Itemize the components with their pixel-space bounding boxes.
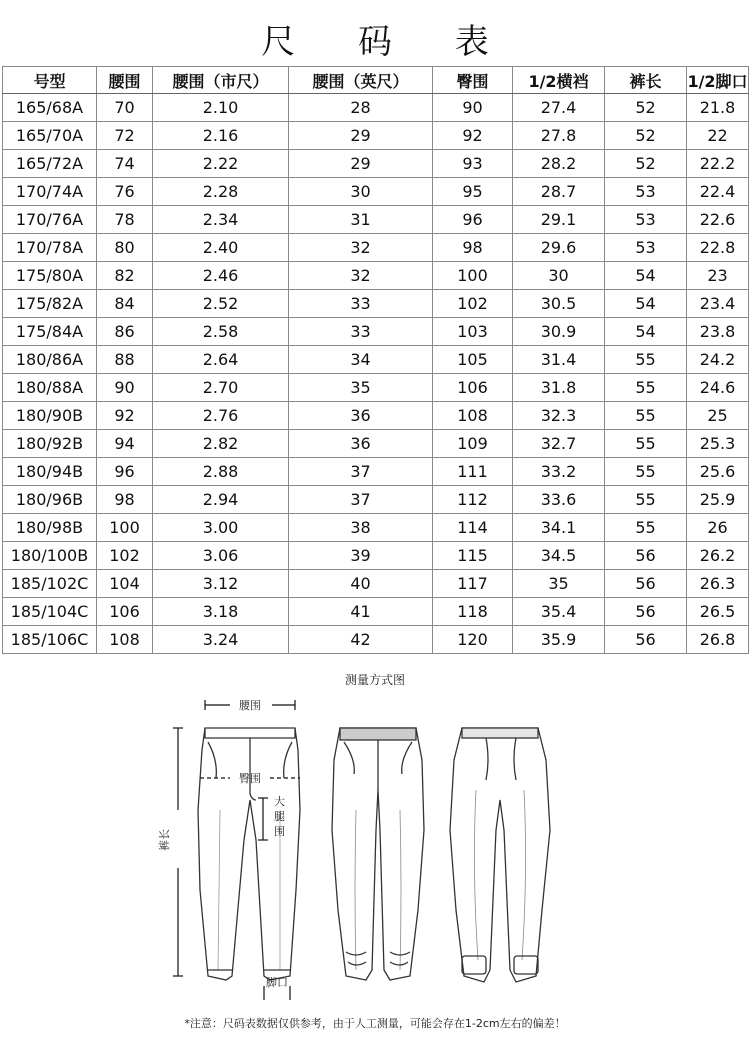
table-cell: 2.40 — [153, 234, 289, 262]
table-cell: 35.9 — [513, 626, 605, 654]
table-cell: 22.6 — [687, 206, 749, 234]
table-cell: 180/94B — [3, 458, 97, 486]
table-cell: 56 — [605, 542, 687, 570]
table-cell: 53 — [605, 234, 687, 262]
pants-front-view — [332, 728, 424, 980]
waist-label: 腰围 — [239, 699, 261, 712]
table-cell: 42 — [289, 626, 433, 654]
table-cell: 55 — [605, 346, 687, 374]
table-cell: 41 — [289, 598, 433, 626]
table-row — [3, 514, 749, 542]
table-cell: 30.9 — [513, 318, 605, 346]
table-cell: 23 — [687, 262, 749, 290]
table-cell: 80 — [97, 234, 153, 262]
table-cell: 29 — [289, 122, 433, 150]
table-cell: 25.9 — [687, 486, 749, 514]
table-cell: 2.70 — [153, 374, 289, 402]
table-cell: 94 — [97, 430, 153, 458]
table-cell: 27.8 — [513, 122, 605, 150]
table-row — [3, 374, 749, 402]
table-cell: 56 — [605, 570, 687, 598]
column-header: 号型 — [3, 67, 97, 94]
table-cell: 93 — [433, 150, 513, 178]
table-cell: 180/98B — [3, 514, 97, 542]
size-table — [2, 66, 749, 654]
column-header: 1/2脚口 — [687, 67, 749, 94]
table-cell: 108 — [433, 402, 513, 430]
table-cell: 100 — [97, 514, 153, 542]
table-cell: 114 — [433, 514, 513, 542]
table-cell: 165/70A — [3, 122, 97, 150]
table-row — [3, 458, 749, 486]
table-cell: 25 — [687, 402, 749, 430]
table-cell: 2.28 — [153, 178, 289, 206]
column-header: 腰围（英尺） — [289, 67, 433, 94]
table-body — [3, 94, 749, 654]
table-cell: 55 — [605, 374, 687, 402]
table-row — [3, 598, 749, 626]
table-cell: 96 — [433, 206, 513, 234]
table-cell: 82 — [97, 262, 153, 290]
table-row — [3, 178, 749, 206]
table-cell: 31 — [289, 206, 433, 234]
table-cell: 185/104C — [3, 598, 97, 626]
table-cell: 185/106C — [3, 626, 97, 654]
table-cell: 22.2 — [687, 150, 749, 178]
table-cell: 3.00 — [153, 514, 289, 542]
table-cell: 180/86A — [3, 346, 97, 374]
table-cell: 95 — [433, 178, 513, 206]
table-cell: 32 — [289, 234, 433, 262]
table-cell: 165/68A — [3, 94, 97, 122]
table-cell: 26.3 — [687, 570, 749, 598]
table-cell: 23.8 — [687, 318, 749, 346]
table-cell: 22.8 — [687, 234, 749, 262]
table-cell: 165/72A — [3, 150, 97, 178]
table-cell: 52 — [605, 94, 687, 122]
hem-label: 脚口 — [266, 976, 288, 989]
table-cell: 28 — [289, 94, 433, 122]
table-cell: 56 — [605, 626, 687, 654]
table-cell: 2.94 — [153, 486, 289, 514]
table-cell: 37 — [289, 458, 433, 486]
table-cell: 180/92B — [3, 430, 97, 458]
table-cell: 3.24 — [153, 626, 289, 654]
table-cell: 70 — [97, 94, 153, 122]
table-row — [3, 234, 749, 262]
table-cell: 34.5 — [513, 542, 605, 570]
table-cell: 32 — [289, 262, 433, 290]
table-cell: 175/80A — [3, 262, 97, 290]
table-cell: 86 — [97, 318, 153, 346]
table-cell: 29.6 — [513, 234, 605, 262]
table-cell: 104 — [97, 570, 153, 598]
table-cell: 84 — [97, 290, 153, 318]
table-cell: 55 — [605, 486, 687, 514]
table-cell: 185/102C — [3, 570, 97, 598]
table-cell: 24.2 — [687, 346, 749, 374]
table-cell: 25.6 — [687, 458, 749, 486]
table-cell: 33 — [289, 318, 433, 346]
table-cell: 27.4 — [513, 94, 605, 122]
pants-back-view — [450, 728, 550, 982]
table-cell: 28.7 — [513, 178, 605, 206]
thigh-label-1: 大 — [274, 795, 285, 808]
thigh-label-2: 腿 — [274, 810, 285, 823]
table-cell: 120 — [433, 626, 513, 654]
table-cell: 2.58 — [153, 318, 289, 346]
table-cell: 2.82 — [153, 430, 289, 458]
table-cell: 180/90B — [3, 402, 97, 430]
disclaimer-note: *注意：尺码表数据仅供参考，由于人工测量，可能会存在1-2cm左右的偏差！ — [184, 1017, 566, 1030]
table-cell: 112 — [433, 486, 513, 514]
hip-label: 臀围 — [239, 772, 261, 785]
table-cell: 3.06 — [153, 542, 289, 570]
table-cell: 90 — [97, 374, 153, 402]
table-cell: 39 — [289, 542, 433, 570]
table-cell: 76 — [97, 178, 153, 206]
table-cell: 30 — [513, 262, 605, 290]
table-cell: 180/100B — [3, 542, 97, 570]
table-cell: 23.4 — [687, 290, 749, 318]
table-cell: 54 — [605, 290, 687, 318]
table-cell: 55 — [605, 402, 687, 430]
table-cell: 22.4 — [687, 178, 749, 206]
table-cell: 2.88 — [153, 458, 289, 486]
table-cell: 26.2 — [687, 542, 749, 570]
table-cell: 72 — [97, 122, 153, 150]
table-row — [3, 206, 749, 234]
table-cell: 33 — [289, 290, 433, 318]
length-label: 裤长 — [158, 829, 171, 851]
table-cell: 54 — [605, 262, 687, 290]
table-cell: 106 — [97, 598, 153, 626]
table-cell: 115 — [433, 542, 513, 570]
table-row — [3, 122, 749, 150]
table-row — [3, 150, 749, 178]
table-cell: 74 — [97, 150, 153, 178]
table-cell: 38 — [289, 514, 433, 542]
table-cell: 2.16 — [153, 122, 289, 150]
table-cell: 111 — [433, 458, 513, 486]
table-cell: 108 — [97, 626, 153, 654]
table-row — [3, 570, 749, 598]
table-cell: 29 — [289, 150, 433, 178]
table-cell: 170/78A — [3, 234, 97, 262]
table-cell: 175/84A — [3, 318, 97, 346]
table-cell: 2.76 — [153, 402, 289, 430]
table-cell: 3.18 — [153, 598, 289, 626]
table-cell: 102 — [433, 290, 513, 318]
table-cell: 25.3 — [687, 430, 749, 458]
table-cell: 30 — [289, 178, 433, 206]
table-cell: 102 — [97, 542, 153, 570]
table-cell: 34.1 — [513, 514, 605, 542]
table-cell: 33.6 — [513, 486, 605, 514]
column-header: 裤长 — [605, 67, 687, 94]
table-cell: 2.22 — [153, 150, 289, 178]
table-cell: 36 — [289, 430, 433, 458]
table-cell: 106 — [433, 374, 513, 402]
table-cell: 175/82A — [3, 290, 97, 318]
table-cell: 31.8 — [513, 374, 605, 402]
column-header: 臀围 — [433, 67, 513, 94]
table-cell: 3.12 — [153, 570, 289, 598]
measurement-diagram — [160, 690, 590, 1000]
table-cell: 92 — [97, 402, 153, 430]
table-cell: 26.8 — [687, 626, 749, 654]
table-row — [3, 626, 749, 654]
table-cell: 35.4 — [513, 598, 605, 626]
table-row — [3, 430, 749, 458]
measure-annotations — [173, 700, 300, 1000]
table-cell: 29.1 — [513, 206, 605, 234]
table-cell: 92 — [433, 122, 513, 150]
table-cell: 24.6 — [687, 374, 749, 402]
table-cell: 22 — [687, 122, 749, 150]
table-header-row — [3, 67, 749, 94]
table-cell: 2.10 — [153, 94, 289, 122]
table-cell: 28.2 — [513, 150, 605, 178]
table-cell: 109 — [433, 430, 513, 458]
table-cell: 55 — [605, 514, 687, 542]
table-cell: 118 — [433, 598, 513, 626]
column-header: 腰围 — [97, 67, 153, 94]
table-row — [3, 94, 749, 122]
thigh-label-3: 围 — [274, 825, 285, 838]
table-cell: 55 — [605, 430, 687, 458]
table-cell: 2.34 — [153, 206, 289, 234]
table-cell: 96 — [97, 458, 153, 486]
table-row — [3, 402, 749, 430]
table-cell: 117 — [433, 570, 513, 598]
table-cell: 180/88A — [3, 374, 97, 402]
table-cell: 55 — [605, 458, 687, 486]
table-cell: 56 — [605, 598, 687, 626]
table-cell: 90 — [433, 94, 513, 122]
table-cell: 54 — [605, 318, 687, 346]
table-row — [3, 262, 749, 290]
table-cell: 37 — [289, 486, 433, 514]
table-cell: 34 — [289, 346, 433, 374]
table-cell: 33.2 — [513, 458, 605, 486]
table-cell: 180/96B — [3, 486, 97, 514]
table-cell: 36 — [289, 402, 433, 430]
table-cell: 30.5 — [513, 290, 605, 318]
table-cell: 53 — [605, 178, 687, 206]
table-row — [3, 318, 749, 346]
table-cell: 103 — [433, 318, 513, 346]
column-header: 腰围（市尺） — [153, 67, 289, 94]
table-cell: 170/76A — [3, 206, 97, 234]
table-row — [3, 542, 749, 570]
table-row — [3, 290, 749, 318]
table-cell: 52 — [605, 150, 687, 178]
table-cell: 53 — [605, 206, 687, 234]
table-cell: 21.8 — [687, 94, 749, 122]
table-cell: 31.4 — [513, 346, 605, 374]
table-cell: 35 — [513, 570, 605, 598]
table-row — [3, 486, 749, 514]
table-cell: 40 — [289, 570, 433, 598]
table-cell: 98 — [97, 486, 153, 514]
table-cell: 26 — [687, 514, 749, 542]
table-cell: 100 — [433, 262, 513, 290]
table-cell: 2.64 — [153, 346, 289, 374]
table-cell: 32.7 — [513, 430, 605, 458]
pants-front-annotated — [198, 728, 300, 980]
table-cell: 32.3 — [513, 402, 605, 430]
table-cell: 170/74A — [3, 178, 97, 206]
diagram-title: 测量方式图 — [344, 673, 405, 687]
table-cell: 35 — [289, 374, 433, 402]
page-title: 尺 码 表 — [261, 22, 515, 62]
table-cell: 52 — [605, 122, 687, 150]
table-cell: 2.46 — [153, 262, 289, 290]
table-cell: 98 — [433, 234, 513, 262]
table-cell: 88 — [97, 346, 153, 374]
table-cell: 105 — [433, 346, 513, 374]
table-cell: 26.5 — [687, 598, 749, 626]
column-header: 1/2横裆 — [513, 67, 605, 94]
table-cell: 2.52 — [153, 290, 289, 318]
table-row — [3, 346, 749, 374]
table-cell: 78 — [97, 206, 153, 234]
